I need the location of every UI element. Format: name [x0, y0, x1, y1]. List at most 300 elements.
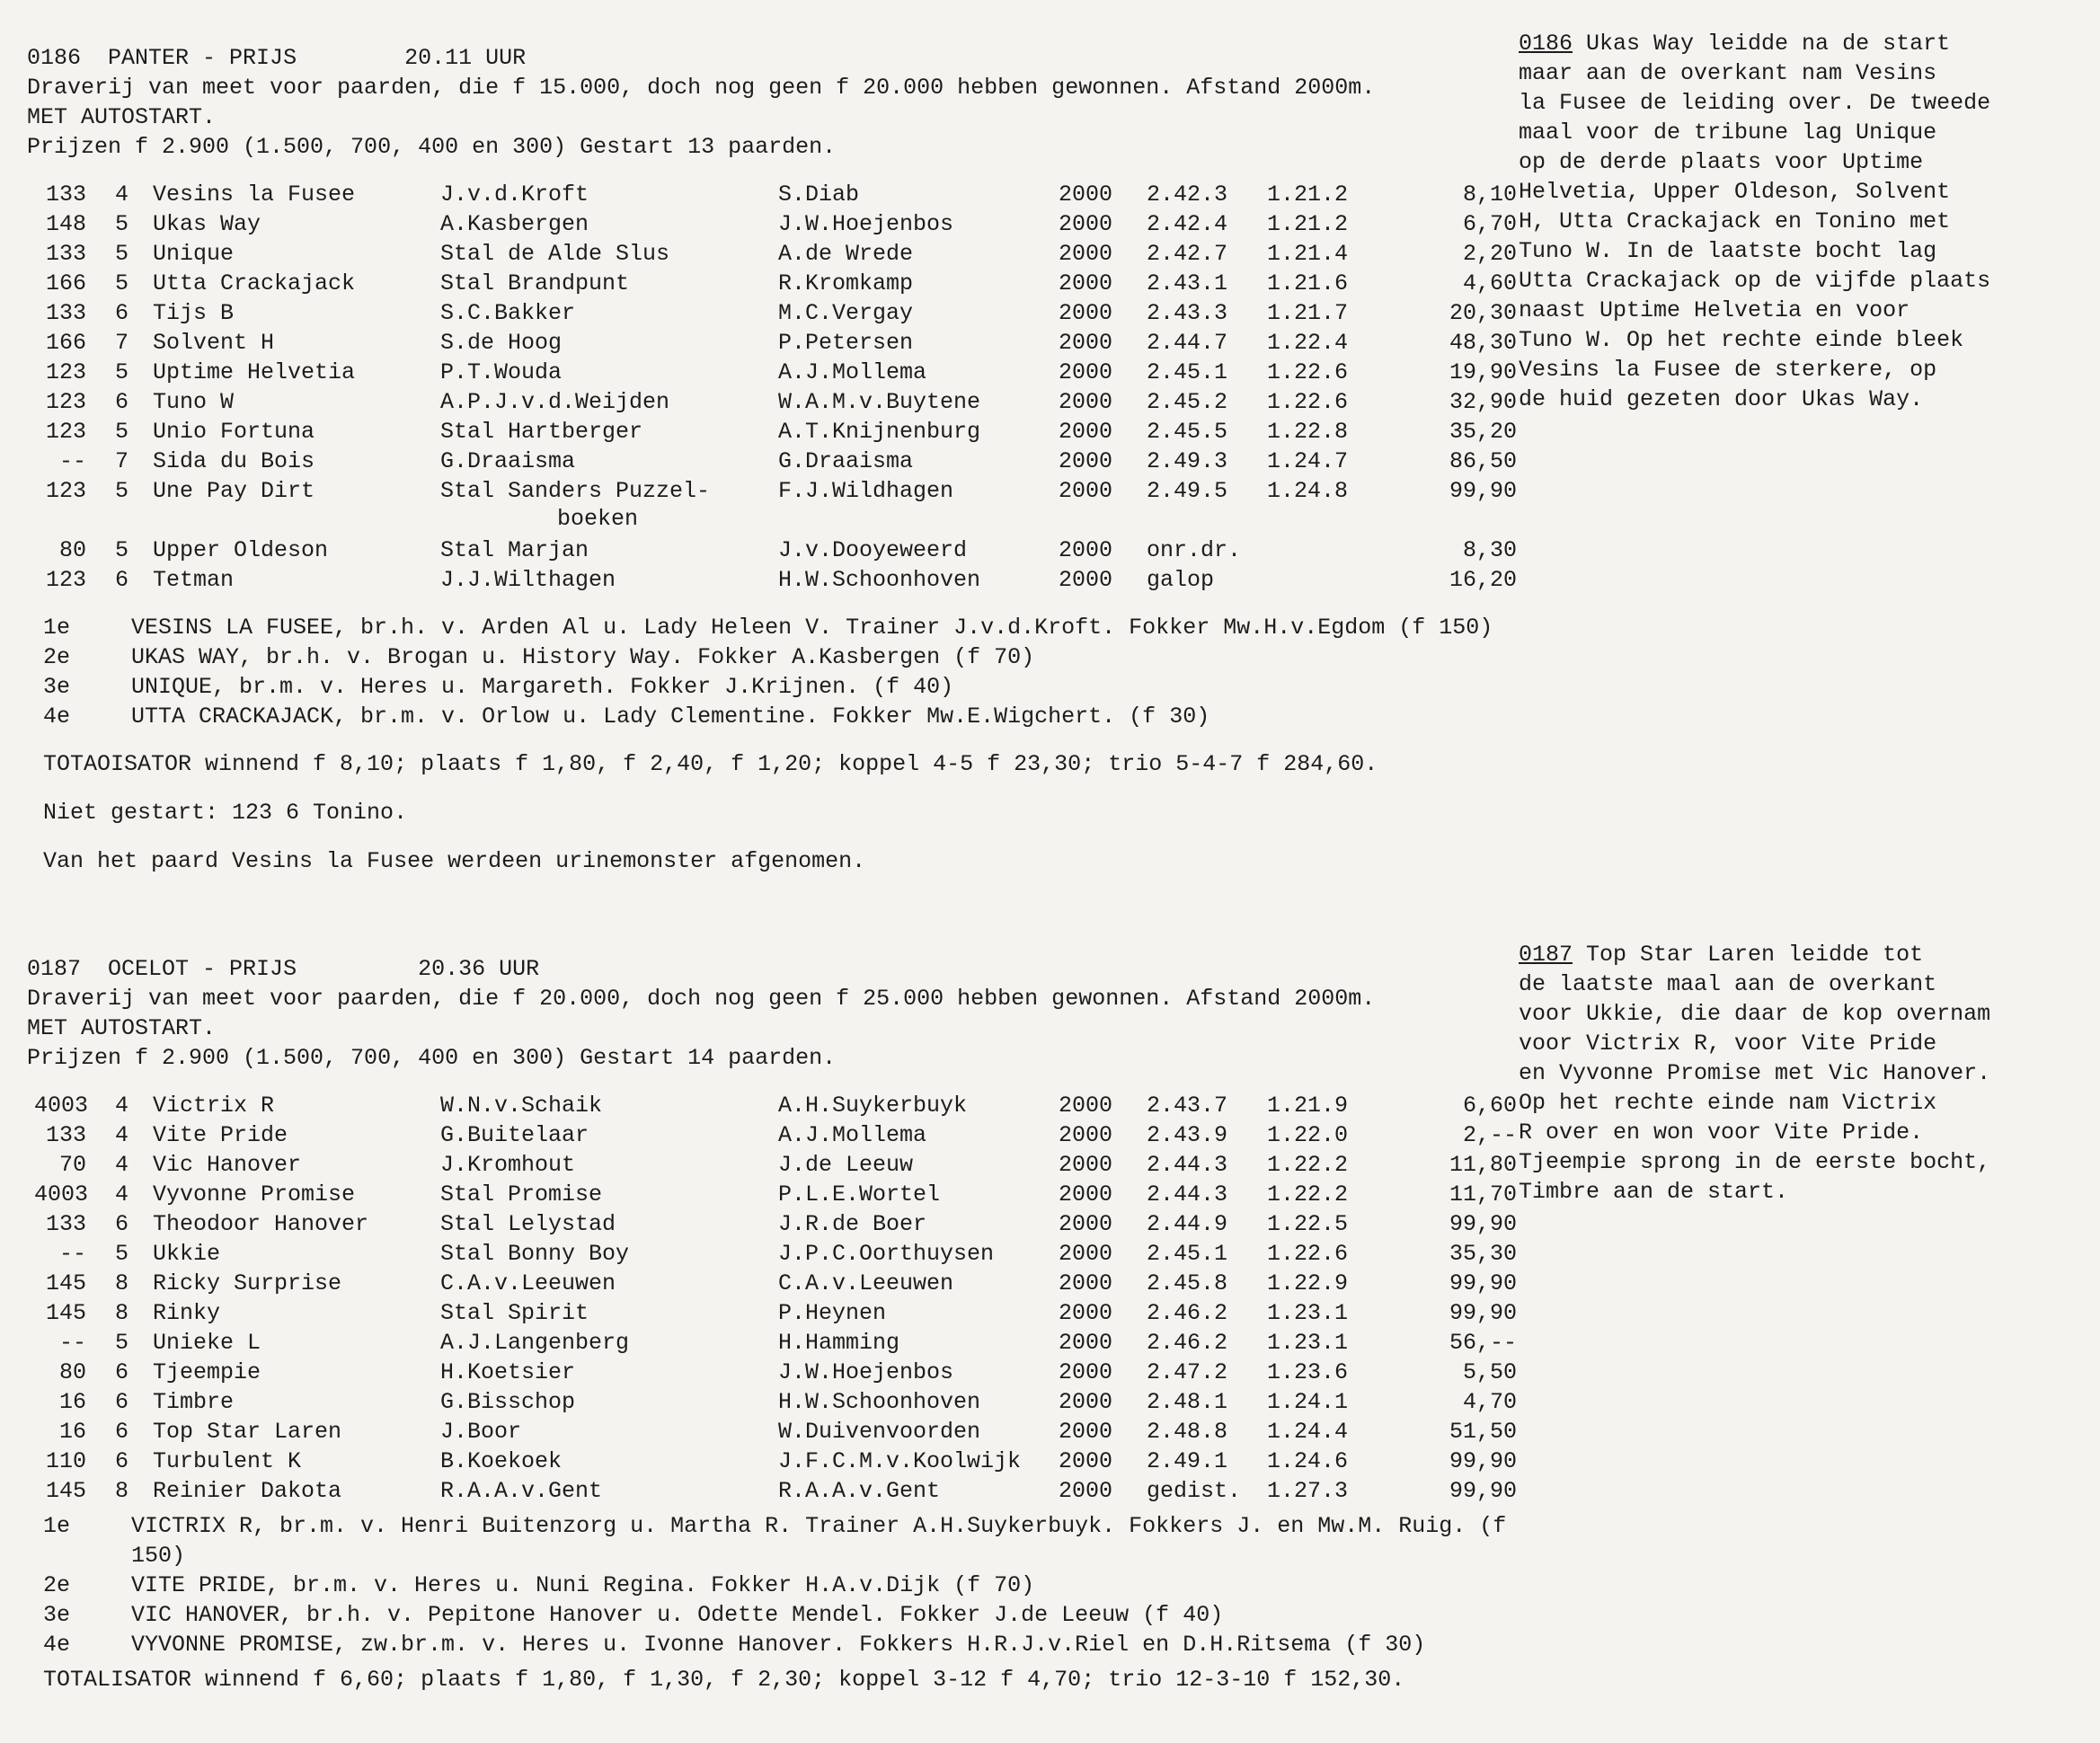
not-started: Niet gestart: 123 6 Tonino. [43, 800, 408, 826]
cell-owner: A.Kasbergen [440, 211, 589, 237]
cell-driver: R.A.A.v.Gent [778, 1478, 941, 1504]
cell-owner: C.A.v.Leeuwen [440, 1270, 616, 1296]
cell-time: galop [1147, 567, 1215, 593]
cell-name: Ricky Surprise [153, 1270, 342, 1296]
cell-odds: 99,90 [1449, 1270, 1517, 1296]
cell-odds: 86,50 [1449, 448, 1517, 474]
cell-name: Utta Crackajack [153, 270, 356, 296]
cell-age: 6 [115, 1389, 129, 1415]
table-row [34, 1417, 1537, 1447]
cell-odds: 48,30 [1449, 330, 1517, 356]
cell-num: 123 [45, 567, 86, 593]
cell-odds: 2,20 [1462, 241, 1517, 267]
cell-owner: P.T.Wouda [440, 359, 563, 385]
cell-km: 1.23.1 [1267, 1300, 1349, 1326]
cell-name: Upper Oldeson [153, 537, 329, 563]
table-row [34, 1239, 1537, 1269]
totalisator: TOTAOISATOR winnend f 8,10; plaats f 1,80, f 2,40, f 1,20; koppel 4-5 f 23,30; trio 5-4-7 f 284,60. [43, 751, 1378, 777]
cell-odds: 32,90 [1449, 389, 1517, 415]
race-header [27, 954, 1537, 984]
placing-text: VYVONNE PROMISE, zw.br.m. v. Heres u. Ivonne Hanover. Fokkers H.R.J.v.Riel en D.H.Ritsema (f 30) [131, 1632, 1426, 1658]
cell-dist: 2000 [1059, 1122, 1113, 1148]
table-row [34, 1328, 1537, 1358]
table-row [34, 328, 1537, 358]
cell-odds: 2,-- [1462, 1122, 1517, 1148]
cell-owner: W.N.v.Schaik [440, 1093, 603, 1119]
cell-num: 70 [58, 1152, 86, 1178]
cell-km: 1.22.6 [1267, 389, 1349, 415]
cell-odds: 99,90 [1449, 1211, 1517, 1237]
cell-age: 5 [115, 270, 129, 296]
cell-name: Tetman [153, 567, 235, 593]
cell-dist: 2000 [1059, 181, 1113, 208]
table-row [34, 269, 1537, 298]
cell-age: 8 [115, 1300, 129, 1326]
cell-time: 2.45.1 [1147, 359, 1228, 385]
table-row [34, 387, 1537, 417]
cell-owner: S.C.Bakker [440, 300, 576, 326]
cell-time: 2.44.9 [1147, 1211, 1228, 1237]
cell-dist: 2000 [1059, 1389, 1113, 1415]
cell-name: Victrix R [153, 1093, 275, 1119]
placing-item [27, 1600, 1537, 1630]
placing-position: 1e [43, 1513, 71, 1539]
cell-km: 1.21.7 [1267, 300, 1349, 326]
cell-owner: J.Boor [440, 1419, 522, 1445]
cell-name: Tjeempie [153, 1359, 261, 1385]
cell-driver: J.F.C.M.v.Koolwijk [778, 1448, 1022, 1474]
report-id: 0187 [1519, 942, 1573, 968]
cell-age: 5 [115, 359, 129, 385]
table-row [34, 1358, 1537, 1387]
placings-list [27, 613, 1537, 731]
placing-item [27, 1570, 1537, 1600]
cell-odds: 6,60 [1462, 1093, 1517, 1119]
cell-driver: P.L.E.Wortel [778, 1181, 941, 1208]
cell-odds: 4,70 [1462, 1389, 1517, 1415]
cell-num: 4003 [34, 1093, 89, 1119]
cell-dist: 2000 [1059, 478, 1113, 504]
placing-item [27, 642, 1537, 672]
cell-age: 6 [115, 1419, 129, 1445]
cell-driver: J.R.de Boer [778, 1211, 927, 1237]
cell-age: 4 [115, 181, 129, 208]
cell-driver: A.J.Mollema [778, 359, 927, 385]
cell-num: 145 [45, 1478, 86, 1504]
cell-dist: 2000 [1059, 389, 1113, 415]
cell-num: 145 [45, 1300, 86, 1326]
cell-km: 1.24.1 [1267, 1389, 1349, 1415]
cell-owner: G.Bisschop [440, 1389, 576, 1415]
cell-time: 2.42.7 [1147, 241, 1228, 267]
cell-odds: 8,10 [1462, 181, 1517, 208]
cell-age: 5 [115, 241, 129, 267]
cell-time: 2.49.5 [1147, 478, 1228, 504]
cell-km: 1.21.2 [1267, 181, 1349, 208]
cell-km: 1.27.3 [1267, 1478, 1349, 1504]
cell-time: 2.43.9 [1147, 1122, 1228, 1148]
table-row [34, 239, 1537, 269]
cell-km: 1.22.4 [1267, 330, 1349, 356]
cell-dist: 2000 [1059, 359, 1113, 385]
placing-item [27, 1630, 1537, 1659]
cell-owner: B.Koekoek [440, 1448, 563, 1474]
cell-owner: Stal Hartberger [440, 419, 643, 445]
cell-age: 6 [115, 300, 129, 326]
cell-dist: 2000 [1059, 567, 1113, 593]
cell-km: 1.24.4 [1267, 1419, 1349, 1445]
cell-km: 1.22.6 [1267, 359, 1349, 385]
cell-name: Unieke L [153, 1330, 261, 1356]
cell-driver: G.Draaisma [778, 448, 914, 474]
cell-dist: 2000 [1059, 419, 1113, 445]
cell-owner-continuation: boeken [557, 506, 639, 532]
cell-time: 2.43.1 [1147, 270, 1228, 296]
cell-age: 5 [115, 537, 129, 563]
cell-name: Solvent H [153, 330, 275, 356]
cell-age: 6 [115, 567, 129, 593]
table-row [34, 180, 1537, 209]
cell-age: 4 [115, 1093, 129, 1119]
cell-owner: R.A.A.v.Gent [440, 1478, 603, 1504]
cell-age: 6 [115, 1448, 129, 1474]
cell-odds: 6,70 [1462, 211, 1517, 237]
cell-age: 5 [115, 478, 129, 504]
cell-owner: A.P.J.v.d.Weijden [440, 389, 670, 415]
cell-age: 4 [115, 1152, 129, 1178]
cell-driver: A.J.Mollema [778, 1122, 927, 1148]
cell-odds: 99,90 [1449, 1448, 1517, 1474]
cell-dist: 2000 [1059, 1093, 1113, 1119]
cell-age: 7 [115, 330, 129, 356]
placing-text: VIC HANOVER, br.h. v. Pepitone Hanover u. Odette Mendel. Fokker J.de Leeuw (f 40) [131, 1602, 1224, 1628]
table-row [34, 209, 1537, 239]
race-0187 [27, 954, 1537, 1695]
cell-time: 2.42.3 [1147, 181, 1228, 208]
cell-time: 2.45.5 [1147, 419, 1228, 445]
cell-driver: H.W.Schoonhoven [778, 1389, 981, 1415]
report-text: Ukas Way leidde na de start maar aan de overkant nam Vesins la Fusee de leiding over. De tweede maal voor de tribune lag Unique op de derde plaats voor Uptime Helvetia, Upper Oldeson, Solvent H, Utta Crackajack en Tonino met Tuno W. In de laatste bocht lag Utta Crackajack op de vijfde plaats naast Uptime Helvetia en voor Tuno W. Op het rechte einde bleek Vesins la Fusee de sterkere, op de huid gezeten door Ukas Way. [1519, 31, 1991, 412]
cell-time: 2.45.1 [1147, 1241, 1228, 1267]
cell-dist: 2000 [1059, 1448, 1113, 1474]
cell-odds: 99,90 [1449, 1300, 1517, 1326]
table-row [34, 1447, 1537, 1476]
cell-time: 2.48.1 [1147, 1389, 1228, 1415]
table-row [34, 535, 1537, 565]
cell-name: Vite Pride [153, 1122, 288, 1148]
cell-owner: J.v.d.Kroft [440, 181, 589, 208]
cell-time: 2.49.3 [1147, 448, 1228, 474]
cell-age: 4 [115, 1122, 129, 1148]
cell-driver: J.v.Dooyeweerd [778, 537, 968, 563]
cell-num: 133 [45, 241, 86, 267]
table-row [34, 1387, 1537, 1417]
race-description: Draverij van meet voor paarden, die f 20.000, doch nog geen f 25.000 hebben gewonnen. Afstand 2000m. [27, 986, 1376, 1012]
race-report-0187 [1519, 940, 2058, 1207]
cell-driver: J.P.C.Oorthuysen [778, 1241, 995, 1267]
cell-num: 133 [45, 1122, 86, 1148]
race-start-type: MET AUTOSTART. [27, 104, 217, 130]
placing-text: VITE PRIDE, br.m. v. Heres u. Nuni Regina. Fokker H.A.v.Dijk (f 70) [131, 1572, 1035, 1598]
cell-age: 6 [115, 389, 129, 415]
cell-time: 2.45.2 [1147, 389, 1228, 415]
cell-time: 2.48.8 [1147, 1419, 1228, 1445]
cell-owner: A.J.Langenberg [440, 1330, 630, 1356]
cell-dist: 2000 [1059, 1419, 1113, 1445]
cell-owner: Stal Brandpunt [440, 270, 630, 296]
cell-age: 5 [115, 1330, 129, 1356]
cell-km: 1.22.6 [1267, 1241, 1349, 1267]
cell-name: Unio Fortuna [153, 419, 315, 445]
cell-odds: 99,90 [1449, 1478, 1517, 1504]
cell-dist: 2000 [1059, 1330, 1113, 1356]
cell-num: 133 [45, 1211, 86, 1237]
cell-time: 2.43.3 [1147, 300, 1228, 326]
cell-km: 1.21.6 [1267, 270, 1349, 296]
cell-odds: 35,30 [1449, 1241, 1517, 1267]
placing-item [27, 1511, 1537, 1570]
cell-age: 5 [115, 1241, 129, 1267]
cell-num: 123 [45, 478, 86, 504]
table-row [34, 1150, 1537, 1180]
cell-name: Top Star Laren [153, 1419, 342, 1445]
cell-owner: G.Draaisma [440, 448, 576, 474]
placing-text: UKAS WAY, br.h. v. Brogan u. History Way. Fokker A.Kasbergen (f 70) [131, 644, 1035, 670]
cell-driver: J.de Leeuw [778, 1152, 914, 1178]
placing-position: 1e [43, 615, 71, 641]
cell-km: 1.22.5 [1267, 1211, 1349, 1237]
cell-num: 110 [45, 1448, 86, 1474]
cell-name: Ukkie [153, 1241, 221, 1267]
cell-num: 133 [45, 300, 86, 326]
results-table [34, 180, 1537, 595]
cell-time: 2.44.3 [1147, 1152, 1228, 1178]
cell-num: 4003 [34, 1181, 89, 1208]
cell-age: 8 [115, 1270, 129, 1296]
cell-owner: Stal Promise [440, 1181, 603, 1208]
cell-driver: H.W.Schoonhoven [778, 567, 981, 593]
race-number: 0186 [27, 45, 82, 71]
race-number: 0187 [27, 956, 82, 982]
cell-age: 4 [115, 1181, 129, 1208]
placing-position: 3e [43, 674, 71, 700]
cell-driver: P.Heynen [778, 1300, 887, 1326]
table-row [34, 298, 1537, 328]
cell-time: 2.49.1 [1147, 1448, 1228, 1474]
placing-text: VESINS LA FUSEE, br.h. v. Arden Al u. Lady Heleen V. Trainer J.v.d.Kroft. Fokker Mw.H.v.Egdom (f 150) [131, 615, 1493, 641]
cell-owner: Stal Sanders Puzzel- [440, 478, 711, 504]
placing-text: VICTRIX R, br.m. v. Henri Buitenzorg u. Martha R. Trainer A.H.Suykerbuyk. Fokkers J. en Mw.M. Ruig. (f 150) [131, 1513, 1507, 1569]
cell-driver: J.W.Hoejenbos [778, 211, 954, 237]
placing-item [27, 672, 1537, 702]
cell-km: 1.24.6 [1267, 1448, 1349, 1474]
race-report-0186 [1519, 29, 2058, 414]
cell-odds: 19,90 [1449, 359, 1517, 385]
cell-dist: 2000 [1059, 537, 1113, 563]
cell-dist: 2000 [1059, 270, 1113, 296]
race-header [27, 43, 1537, 73]
report-text: Top Star Laren leidde tot de laatste maal aan de overkant voor Ukkie, die daar de kop overnam voor Victrix R, voor Vite Pride en Vyvonne Promise met Vic Hanover. Op het rechte einde nam Victrix R over en won voor Vite Pride. Tjeempie sprong in de eerste bocht, Timbre aan de start. [1519, 942, 1991, 1205]
race-name: PANTER - PRIJS [108, 45, 297, 71]
cell-odds: 8,30 [1462, 537, 1517, 563]
placing-position: 2e [43, 644, 71, 670]
cell-num: 123 [45, 389, 86, 415]
cell-time: 2.46.2 [1147, 1330, 1228, 1356]
placings-list [27, 1511, 1537, 1659]
cell-name: Sida du Bois [153, 448, 315, 474]
cell-name: Theodoor Hanover [153, 1211, 369, 1237]
cell-dist: 2000 [1059, 1241, 1113, 1267]
cell-num: 123 [45, 419, 86, 445]
cell-dist: 2000 [1059, 330, 1113, 356]
cell-km: 1.24.8 [1267, 478, 1349, 504]
cell-num: 133 [45, 181, 86, 208]
placing-position: 4e [43, 703, 71, 730]
table-row [34, 1476, 1537, 1506]
cell-num: 148 [45, 211, 86, 237]
cell-odds: 4,60 [1462, 270, 1517, 296]
cell-num: 80 [58, 537, 86, 563]
cell-owner: G.Buitelaar [440, 1122, 589, 1148]
cell-driver: J.W.Hoejenbos [778, 1359, 954, 1385]
cell-dist: 2000 [1059, 1478, 1113, 1504]
cell-odds: 5,50 [1462, 1359, 1517, 1385]
cell-km: 1.22.8 [1267, 419, 1349, 445]
cell-owner: Stal Lelystad [440, 1211, 616, 1237]
cell-name: Tijs B [153, 300, 235, 326]
cell-name: Vyvonne Promise [153, 1181, 356, 1208]
cell-driver: H.Hamming [778, 1330, 900, 1356]
table-row [34, 358, 1537, 387]
cell-age: 6 [115, 1211, 129, 1237]
placing-text: UTTA CRACKAJACK, br.m. v. Orlow u. Lady Clementine. Fokker Mw.E.Wigchert. (f 30) [131, 703, 1210, 730]
cell-owner: Stal Spirit [440, 1300, 589, 1326]
cell-odds: 11,80 [1449, 1152, 1517, 1178]
cell-km: 1.21.9 [1267, 1093, 1349, 1119]
race-prizes: Prijzen f 2.900 (1.500, 700, 400 en 300) Gestart 14 paarden. [27, 1045, 837, 1071]
cell-age: 6 [115, 1359, 129, 1385]
cell-km: 1.23.6 [1267, 1359, 1349, 1385]
race-0186 [27, 43, 1537, 877]
cell-num: -- [58, 448, 86, 474]
cell-odds: 11,70 [1449, 1181, 1517, 1208]
table-row [34, 1298, 1537, 1328]
cell-age: 5 [115, 211, 129, 237]
cell-name: Tuno W [153, 389, 235, 415]
cell-driver: W.Duivenvoorden [778, 1419, 981, 1445]
cell-name: Rinky [153, 1300, 221, 1326]
cell-km: 1.23.1 [1267, 1330, 1349, 1356]
cell-dist: 2000 [1059, 1359, 1113, 1385]
cell-num: 166 [45, 270, 86, 296]
race-time: 20.36 UUR [418, 956, 540, 982]
cell-dist: 2000 [1059, 1152, 1113, 1178]
cell-time: onr.dr. [1147, 537, 1242, 563]
cell-km: 1.24.7 [1267, 448, 1349, 474]
cell-dist: 2000 [1059, 1300, 1113, 1326]
cell-driver: M.C.Vergay [778, 300, 914, 326]
cell-odds: 35,20 [1449, 419, 1517, 445]
cell-driver: C.A.v.Leeuwen [778, 1270, 954, 1296]
cell-name: Timbre [153, 1389, 235, 1415]
placing-position: 3e [43, 1602, 71, 1628]
cell-time: 2.47.2 [1147, 1359, 1228, 1385]
cell-odds: 99,90 [1449, 478, 1517, 504]
cell-num: 123 [45, 359, 86, 385]
cell-name: Turbulent K [153, 1448, 302, 1474]
cell-num: 166 [45, 330, 86, 356]
results-table [34, 1091, 1537, 1506]
cell-name: Unique [153, 241, 235, 267]
cell-driver: A.H.Suykerbuyk [778, 1093, 968, 1119]
cell-dist: 2000 [1059, 1211, 1113, 1237]
cell-km: 1.22.2 [1267, 1152, 1349, 1178]
table-row [34, 1120, 1537, 1150]
cell-driver: S.Diab [778, 181, 860, 208]
cell-driver: W.A.M.v.Buytene [778, 389, 981, 415]
cell-odds: 20,30 [1449, 300, 1517, 326]
cell-name: Vic Hanover [153, 1152, 302, 1178]
cell-name: Reinier Dakota [153, 1478, 342, 1504]
urine-test-note: Van het paard Vesins la Fusee werdeen urinemonster afgenomen. [43, 848, 866, 874]
cell-km: 1.21.2 [1267, 211, 1349, 237]
cell-owner: Stal Marjan [440, 537, 589, 563]
placing-item [27, 702, 1537, 731]
report-id: 0186 [1519, 31, 1573, 57]
race-description: Draverij van meet voor paarden, die f 15.000, doch nog geen f 20.000 hebben gewonnen. Afstand 2000m. [27, 75, 1376, 101]
cell-km: 1.22.0 [1267, 1122, 1349, 1148]
cell-dist: 2000 [1059, 241, 1113, 267]
cell-age: 8 [115, 1478, 129, 1504]
table-row [34, 1269, 1537, 1298]
cell-name: Ukas Way [153, 211, 261, 237]
table-row [34, 417, 1537, 447]
race-prizes: Prijzen f 2.900 (1.500, 700, 400 en 300) Gestart 13 paarden. [27, 134, 837, 160]
table-row-continuation [34, 506, 1537, 535]
race-name: OCELOT - PRIJS [108, 956, 297, 982]
placing-position: 4e [43, 1632, 71, 1658]
cell-driver: A.de Wrede [778, 241, 914, 267]
cell-driver: F.J.Wildhagen [778, 478, 954, 504]
cell-owner: J.Kromhout [440, 1152, 576, 1178]
placing-position: 2e [43, 1572, 71, 1598]
cell-dist: 2000 [1059, 448, 1113, 474]
cell-time: gedist. [1147, 1478, 1242, 1504]
table-row [34, 565, 1537, 595]
table-row [34, 447, 1537, 476]
table-row [34, 476, 1537, 506]
placing-item [27, 613, 1537, 642]
cell-name: Une Pay Dirt [153, 478, 315, 504]
cell-time: 2.45.8 [1147, 1270, 1228, 1296]
cell-time: 2.44.7 [1147, 330, 1228, 356]
cell-time: 2.46.2 [1147, 1300, 1228, 1326]
cell-num: -- [58, 1241, 86, 1267]
cell-num: 145 [45, 1270, 86, 1296]
cell-driver: P.Petersen [778, 330, 914, 356]
cell-owner: S.de Hoog [440, 330, 563, 356]
totalisator: TOTALISATOR winnend f 6,60; plaats f 1,80, f 1,30, f 2,30; koppel 3-12 f 4,70; trio 12-3-10 f 152,30. [43, 1667, 1405, 1693]
table-row [34, 1180, 1537, 1209]
cell-driver: A.T.Knijnenburg [778, 419, 981, 445]
cell-age: 5 [115, 419, 129, 445]
placing-text: UNIQUE, br.m. v. Heres u. Margareth. Fokker J.Krijnen. (f 40) [131, 674, 954, 700]
cell-time: 2.44.3 [1147, 1181, 1228, 1208]
cell-name: Uptime Helvetia [153, 359, 356, 385]
cell-km: 1.22.2 [1267, 1181, 1349, 1208]
cell-dist: 2000 [1059, 211, 1113, 237]
cell-owner: J.J.Wilthagen [440, 567, 616, 593]
